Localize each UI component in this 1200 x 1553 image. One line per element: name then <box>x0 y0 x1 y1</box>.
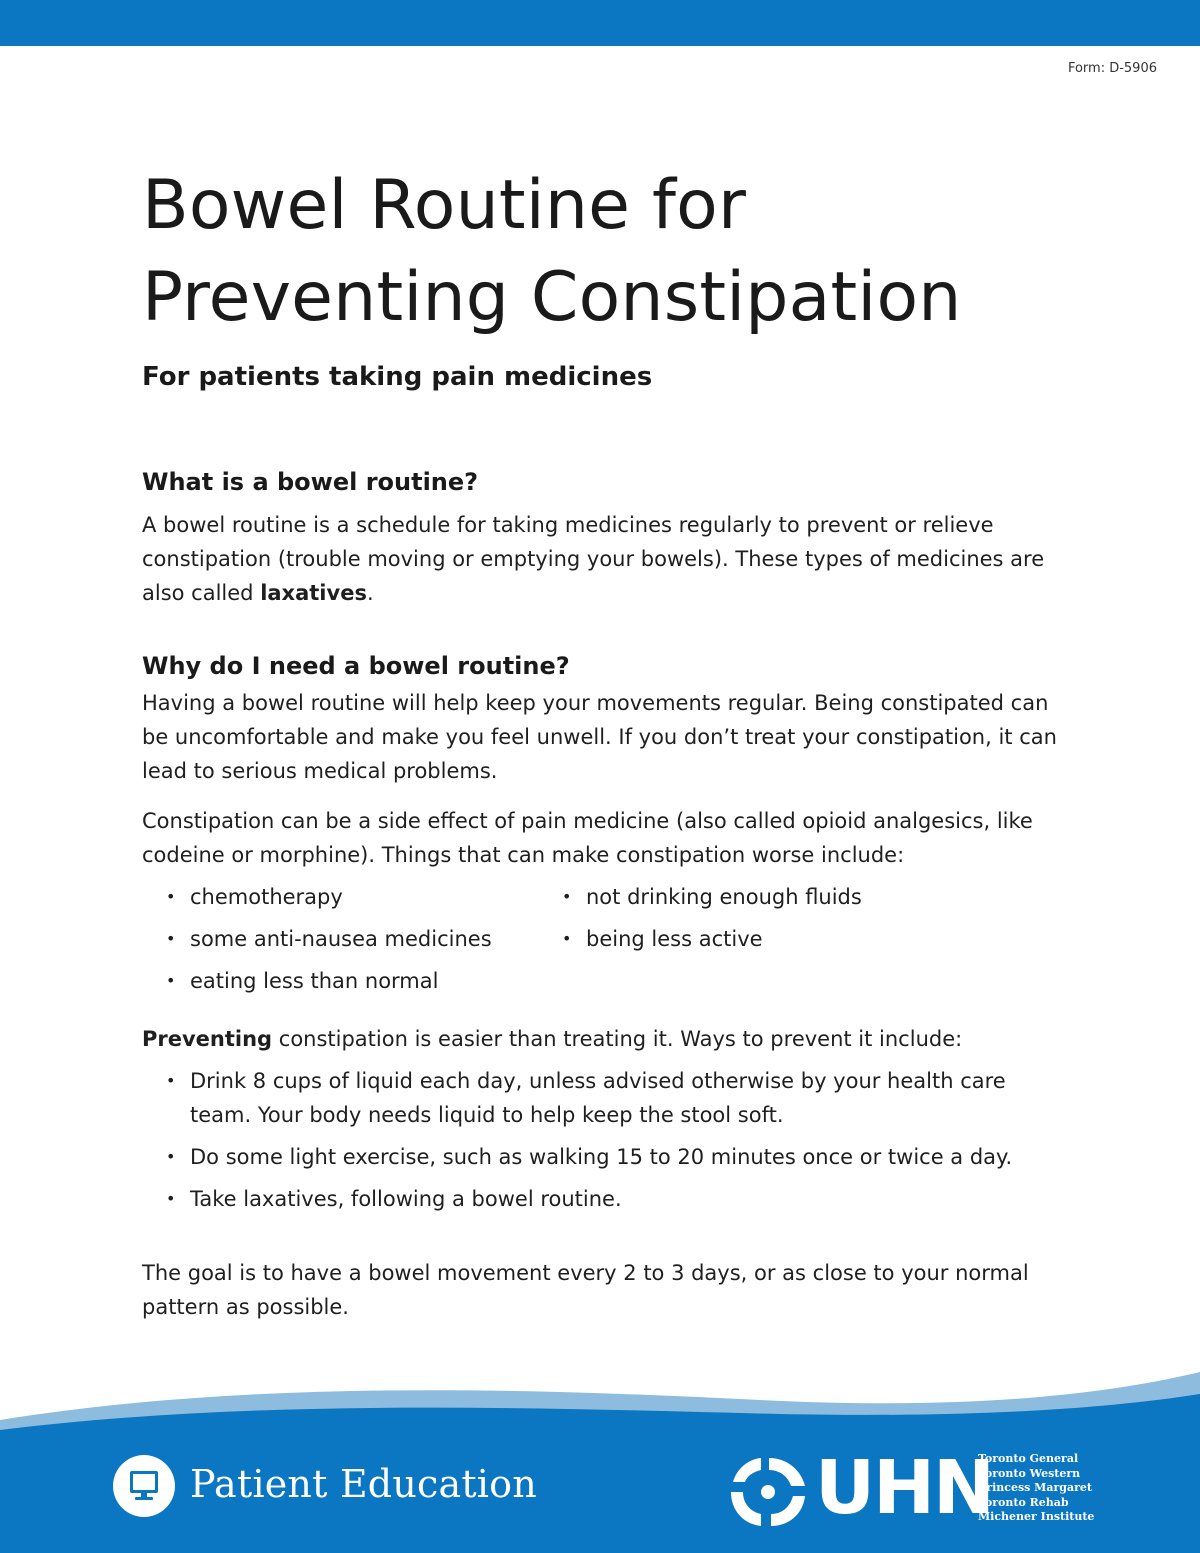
list-item: • Take laxatives, following a bowel routine. <box>142 1182 1072 1216</box>
form-id: Form: D-5906 <box>1067 61 1157 76</box>
list-item: Princess Margaret <box>978 1481 1092 1494</box>
section-heading-why: Why do I need a bowel routine? <box>142 652 570 680</box>
prevent-text: constipation is easier than treating it. Ways to prevent it include: <box>272 1027 963 1051</box>
laxatives-term: laxatives <box>260 581 367 605</box>
list-item: Toronto Western <box>978 1466 1081 1480</box>
top-banner-bar <box>0 0 1200 46</box>
list-item: • being less active <box>538 922 934 956</box>
worse-factors-right <box>538 880 934 1006</box>
list-item: Toronto Rehab <box>978 1495 1069 1509</box>
worse-factors-list <box>142 880 1072 1006</box>
preventing-term: Preventing <box>142 1027 273 1051</box>
list-item: • eating less than normal <box>142 964 538 998</box>
section-heading-what: What is a bowel routine? <box>142 468 479 496</box>
worse-factors-left <box>142 880 538 1006</box>
uhn-sites-list <box>978 1452 1094 1525</box>
section-what-paragraph <box>142 508 1072 610</box>
what-text: A bowel routine is a schedule for taking medicines regularly to prevent or relieve constipation (trouble moving or emptying your bowels). These types of medicines are also called <box>142 513 1045 605</box>
list-item: Michener Institute <box>978 1510 1095 1523</box>
title-line-1: Bowel Routine for <box>142 166 747 245</box>
prevent-list <box>142 1064 1072 1216</box>
list-item: • some anti-nausea medicines <box>142 922 538 956</box>
list-item: • Drink 8 cups of liquid each day, unless advised otherwise by your health care team. Your body needs liquid to help keep the stool soft. <box>142 1064 1072 1132</box>
prevent-paragraph <box>142 1022 1072 1056</box>
why-paragraph-2: Constipation can be a side effect of pain medicine (also called opioid analgesics, like codeine or morphine). Things that can make constipation worse include: <box>142 809 1033 867</box>
goal-paragraph: The goal is to have a bowel movement every 2 to 3 days, or as close to your normal pattern as possible. <box>142 1261 1029 1319</box>
what-text-end: . <box>366 581 374 605</box>
list-item: • not drinking enough fluids <box>538 880 934 914</box>
title-line-2: Preventing Constipation <box>142 258 962 337</box>
computer-monitor-icon <box>113 1455 175 1517</box>
main-content <box>142 462 1072 1324</box>
uhn-wordmark: UHN <box>815 1445 993 1531</box>
patient-education-label: Patient Education <box>190 1462 537 1506</box>
page-title <box>142 160 962 344</box>
list-item: • Do some light exercise, such as walking 15 to 20 minutes once or twice a day. <box>142 1140 1072 1174</box>
list-item: • chemotherapy <box>142 880 538 914</box>
why-paragraph-1: Having a bowel routine will help keep your movements regular. Being constipated can be uncomfortable and make you feel unwell. If you don’t treat your constipation, it can lead to serious medical problems. <box>142 691 1057 783</box>
page-subtitle: For patients taking pain medicines <box>142 362 653 392</box>
uhn-swirl-icon <box>725 1452 813 1530</box>
list-item: Toronto General <box>978 1452 1079 1465</box>
patient-education-logo <box>113 1455 175 1517</box>
